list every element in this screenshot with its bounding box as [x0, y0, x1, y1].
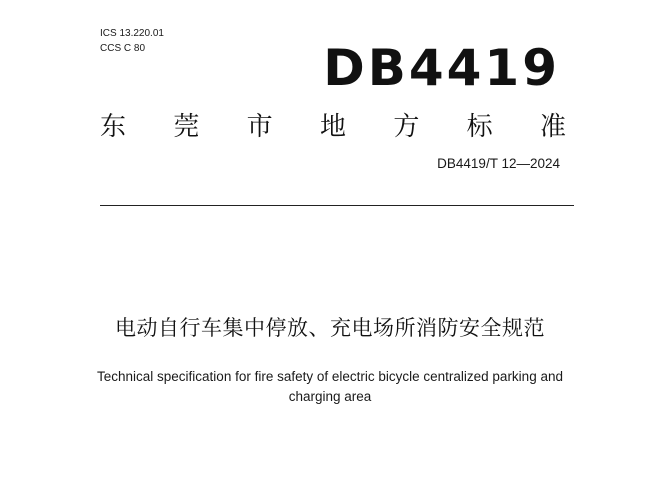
standard-type-char: 东: [100, 112, 127, 142]
ics-code: ICS 13.220.01: [100, 28, 164, 39]
document-title-chinese: 电动自行车集中停放、充电场所消防安全规范: [115, 316, 545, 340]
standard-type-heading: [100, 110, 566, 144]
standard-code-mark: DB4419: [323, 39, 560, 97]
standard-type-char: 标: [466, 112, 493, 142]
standard-type-char: 地: [319, 112, 346, 142]
standard-number: DB4419/T 12—2024: [437, 156, 560, 171]
ccs-code: CCS C 80: [100, 43, 146, 54]
title-english-line: Technical specification for fire safety of electric bicycle centralized parking and: [97, 369, 563, 384]
standard-type-char: 市: [246, 112, 273, 142]
standard-type-char: 准: [539, 112, 566, 142]
standard-type-char: 方: [393, 112, 420, 142]
standard-type-char: 莞: [173, 112, 200, 142]
document-title-english: [60, 367, 600, 407]
header-divider: [100, 205, 574, 206]
title-english-line: charging area: [288, 389, 372, 404]
